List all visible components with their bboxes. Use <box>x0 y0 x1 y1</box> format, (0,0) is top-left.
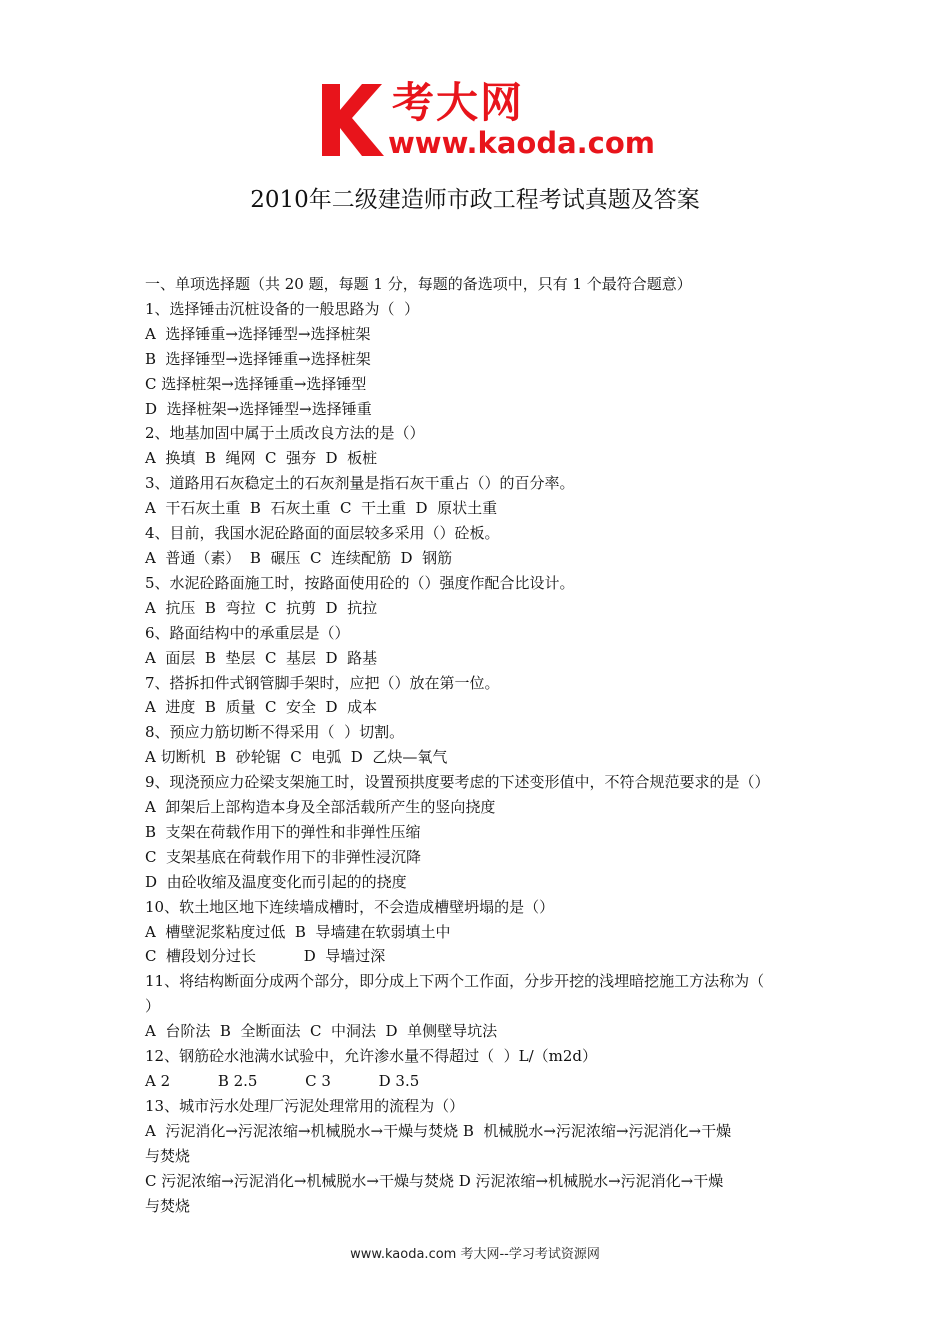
question-1: 1、选择锤击沉桩设备的一般思路为（ ） <box>145 299 420 318</box>
question-2: 2、地基加固中属于土质改良方法的是（） <box>145 424 425 443</box>
question-11-continued: ） <box>145 997 161 1016</box>
logo-chinese-name: 考大网 <box>392 78 525 127</box>
option-line: A 选择锤重→选择锤型→选择桩架 <box>145 324 371 343</box>
option-line: C 污泥浓缩→污泥消化→机械脱水→干燥与焚烧 D 污泥浓缩→机械脱水→污泥消化→干燥 <box>145 1171 724 1190</box>
kaoda-logo <box>318 78 655 160</box>
section-heading: 一、单项选择题（共 20 题，每题 1 分，每题的备选项中，只有 1 个最符合题意） <box>145 275 692 293</box>
option-line: A 面层 B 垫层 C 基层 D 路基 <box>145 648 378 667</box>
question-11: 11、将结构断面分成两个部分，即分成上下两个工作面，分步开挖的浅埋暗挖施工方法称为（ <box>145 972 765 991</box>
option-line: A 进度 B 质量 C 安全 D 成本 <box>145 698 378 717</box>
option-line: A 抗压 B 弯拉 C 抗剪 D 抗拉 <box>145 598 378 617</box>
option-line: B 选择锤型→选择锤重→选择桩架 <box>145 349 371 368</box>
question-8: 8、预应力筋切断不得采用（ ）切割。 <box>145 723 405 742</box>
option-line: A 干石灰土重 B 石灰土重 C 干土重 D 原状土重 <box>145 499 498 518</box>
logo-url: www.kaoda.com <box>388 126 655 160</box>
question-7: 7、搭拆扣件式钢管脚手架时，应把（）放在第一位。 <box>145 673 500 692</box>
option-line: A 卸架后上部构造本身及全部活载所产生的竖向挠度 <box>145 798 496 817</box>
question-12: 12、钢筋砼水池满水试验中，允许渗水量不得超过（ ）L/（m2d） <box>145 1047 598 1066</box>
page-footer: www.kaoda.com 考大网--学习考试资源网 <box>350 1247 600 1262</box>
question-13: 13、城市污水处理厂污泥处理常用的流程为（） <box>145 1096 465 1115</box>
question-list <box>145 272 815 1218</box>
option-line: A 槽壁泥浆粘度过低 B 导墙建在软弱填土中 <box>145 922 451 941</box>
option-line: A 台阶法 B 全断面法 C 中洞法 D 单侧壁导坑法 <box>145 1022 498 1041</box>
page-title: 2010年二级建造师市政工程考试真题及答案 <box>250 187 700 213</box>
option-line: A 切断机 B 砂轮锯 C 电弧 D 乙炔—氧气 <box>145 748 448 767</box>
question-6: 6、路面结构中的承重层是（） <box>145 623 350 642</box>
question-9: 9、现浇预应力砼梁支架施工时，设置预拱度要考虑的下述变形值中，不符合规范要求的是（） <box>145 773 770 792</box>
option-line-continued: 与焚烧 <box>145 1146 191 1165</box>
question-5: 5、水泥砼路面施工时，按路面使用砼的（）强度作配合比设计。 <box>145 573 575 592</box>
option-line: D 选择桩架→选择锤型→选择锤重 <box>145 399 372 418</box>
question-4: 4、目前，我国水泥砼路面的面层较多采用（）砼板。 <box>145 524 500 543</box>
option-line: C 支架基底在荷载作用下的非弹性浸沉降 <box>145 847 422 866</box>
option-line: A 污泥消化→污泥浓缩→机械脱水→干燥与焚烧 B 机械脱水→污泥浓缩→污泥消化→干燥 <box>145 1121 732 1140</box>
option-line: A 换填 B 绳网 C 强夯 D 板桩 <box>145 449 378 468</box>
option-line: D 由砼收缩及温度变化而引起的的挠度 <box>145 872 407 891</box>
option-line: C 槽段划分过长 D 导墙过深 <box>145 947 386 966</box>
question-3: 3、道路用石灰稳定土的石灰剂量是指石灰干重占（）的百分率。 <box>145 474 575 493</box>
option-line-continued: 与焚烧 <box>145 1196 191 1215</box>
k-logo-icon <box>318 80 390 160</box>
question-10: 10、软土地区地下连续墙成槽时，不会造成槽壁坍塌的是（） <box>145 897 555 916</box>
option-line: B 支架在荷载作用下的弹性和非弹性压缩 <box>145 822 421 841</box>
option-line: A 2 B 2.5 C 3 D 3.5 <box>145 1072 420 1090</box>
option-line: C 选择桩架→选择锤重→选择锤型 <box>145 374 367 393</box>
option-line: A 普通（素） B 碾压 C 连续配筋 D 钢筋 <box>145 548 453 567</box>
